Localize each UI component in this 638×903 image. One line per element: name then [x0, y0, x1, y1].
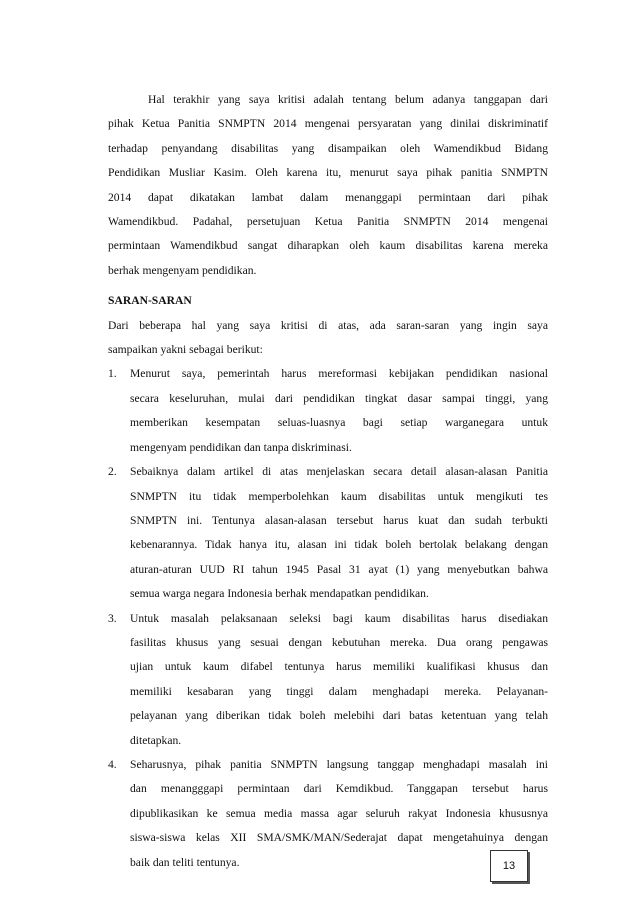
text-line: Untuk masalah pelaksanaan seleksi bagi kaum disabilitas harus disediakan [130, 611, 548, 625]
list-item [108, 607, 548, 753]
page-number: 13 [490, 850, 528, 882]
text-line: kebenarannya. Tidak hanya itu, alasan ini tidak boleh bertolak belakang dengan [130, 538, 548, 552]
list-number: 3. [108, 611, 117, 625]
text-line: fasilitas khusus yang sesuai dengan kebutuhan mereka. Dua orang pengawas [130, 635, 548, 649]
text-line: semua warga negara Indonesia berhak mendapatkan pendidikan. [130, 587, 429, 601]
list-item [108, 753, 548, 875]
text-line: pihak Ketua Panitia SNMPTN 2014 mengenai persyaratan yang dinilai diskriminatif [108, 117, 548, 131]
list-number: 2. [108, 465, 117, 479]
text-line: SNMPTN ini. Tentunya alasan-alasan tersebut harus kuat dan sudah terbukti [130, 513, 548, 527]
text-line: permintaan Wamendikbud sangat diharapkan oleh kaum disabilitas karena mereka [108, 239, 548, 253]
page-content [108, 88, 548, 875]
paragraph-intro [108, 314, 548, 363]
text-line: Pendidikan Musliar Kasim. Oleh karena itu, menurut saya pihak panitia SNMPTN [108, 166, 548, 180]
text-line: siswa-siswa kelas XII SMA/SMK/MAN/Sederajat dapat mengetahuinya dengan [130, 831, 548, 845]
text-line: Seharusnya, pihak panitia SNMPTN langsung tanggap menghadapi masalah ini [130, 757, 548, 771]
text-line: secara keseluruhan, mulai dari pendidikan tingkat dasar sampai tinggi, yang [130, 391, 548, 405]
text-line: ditetapkan. [130, 733, 182, 747]
text-line: ujian untuk kaum difabel tentunya harus memiliki kualifikasi khusus dan [130, 660, 548, 674]
text-line: baik dan teliti tentunya. [130, 855, 240, 869]
text-line: pelayanan yang diberikan tidak boleh melebihi dari batas ketentuan yang telah [130, 709, 548, 723]
text-line: Menurut saya, pemerintah harus mereformasi kebijakan pendidikan nasional [130, 367, 548, 381]
text-line: aturan-aturan UUD RI tahun 1945 Pasal 31 ayat (1) yang menyebutkan bahwa [130, 562, 548, 576]
text-line: 2014 dapat dikatakan lambat dalam menanggapi permintaan dari pihak [108, 190, 548, 204]
text-line: Dari beberapa hal yang saya kritisi di atas, ada saran-saran yang ingin saya [108, 318, 548, 332]
paragraph-critique [108, 88, 548, 283]
text-line: Sebaiknya dalam artikel di atas menjelaskan secara detail alasan-alasan Panitia [130, 465, 548, 479]
text-line: mengenyam pendidikan dan tanpa diskriminasi. [130, 440, 352, 454]
text-line: memberikan kesempatan seluas-luasnya bagi setiap warganegara untuk [130, 416, 548, 430]
list-item [108, 362, 548, 460]
list-item [108, 460, 548, 606]
text-line: Hal terakhir yang saya kritisi adalah tentang belum adanya tanggapan dari [148, 93, 548, 106]
text-line: dipublikasikan ke semua media massa agar seluruh rakyat Indonesia khususnya [130, 806, 548, 820]
text-line: sampaikan yakni sebagai berikut: [108, 343, 263, 357]
text-line: SNMPTN itu tidak memperbolehkan kaum disabilitas untuk mengikuti tes [130, 489, 548, 503]
list-number: 1. [108, 367, 117, 381]
section-heading: SARAN-SARAN [108, 294, 192, 308]
text-line: terhadap penyandang disabilitas yang disampaikan oleh Wamendikbud Bidang [108, 141, 548, 155]
text-line: Wamendikbud. Padahal, persetujuan Ketua Panitia SNMPTN 2014 mengenai [108, 215, 548, 229]
text-line: dan menangggapi permintaan dari Kemdikbud. Tanggapan tersebut harus [130, 782, 548, 796]
text-line: berhak mengenyam pendidikan. [108, 263, 257, 277]
list-number: 4. [108, 757, 117, 771]
text-line: memiliki kesabaran yang tinggi dalam menghadapi mereka. Pelayanan- [130, 684, 548, 698]
